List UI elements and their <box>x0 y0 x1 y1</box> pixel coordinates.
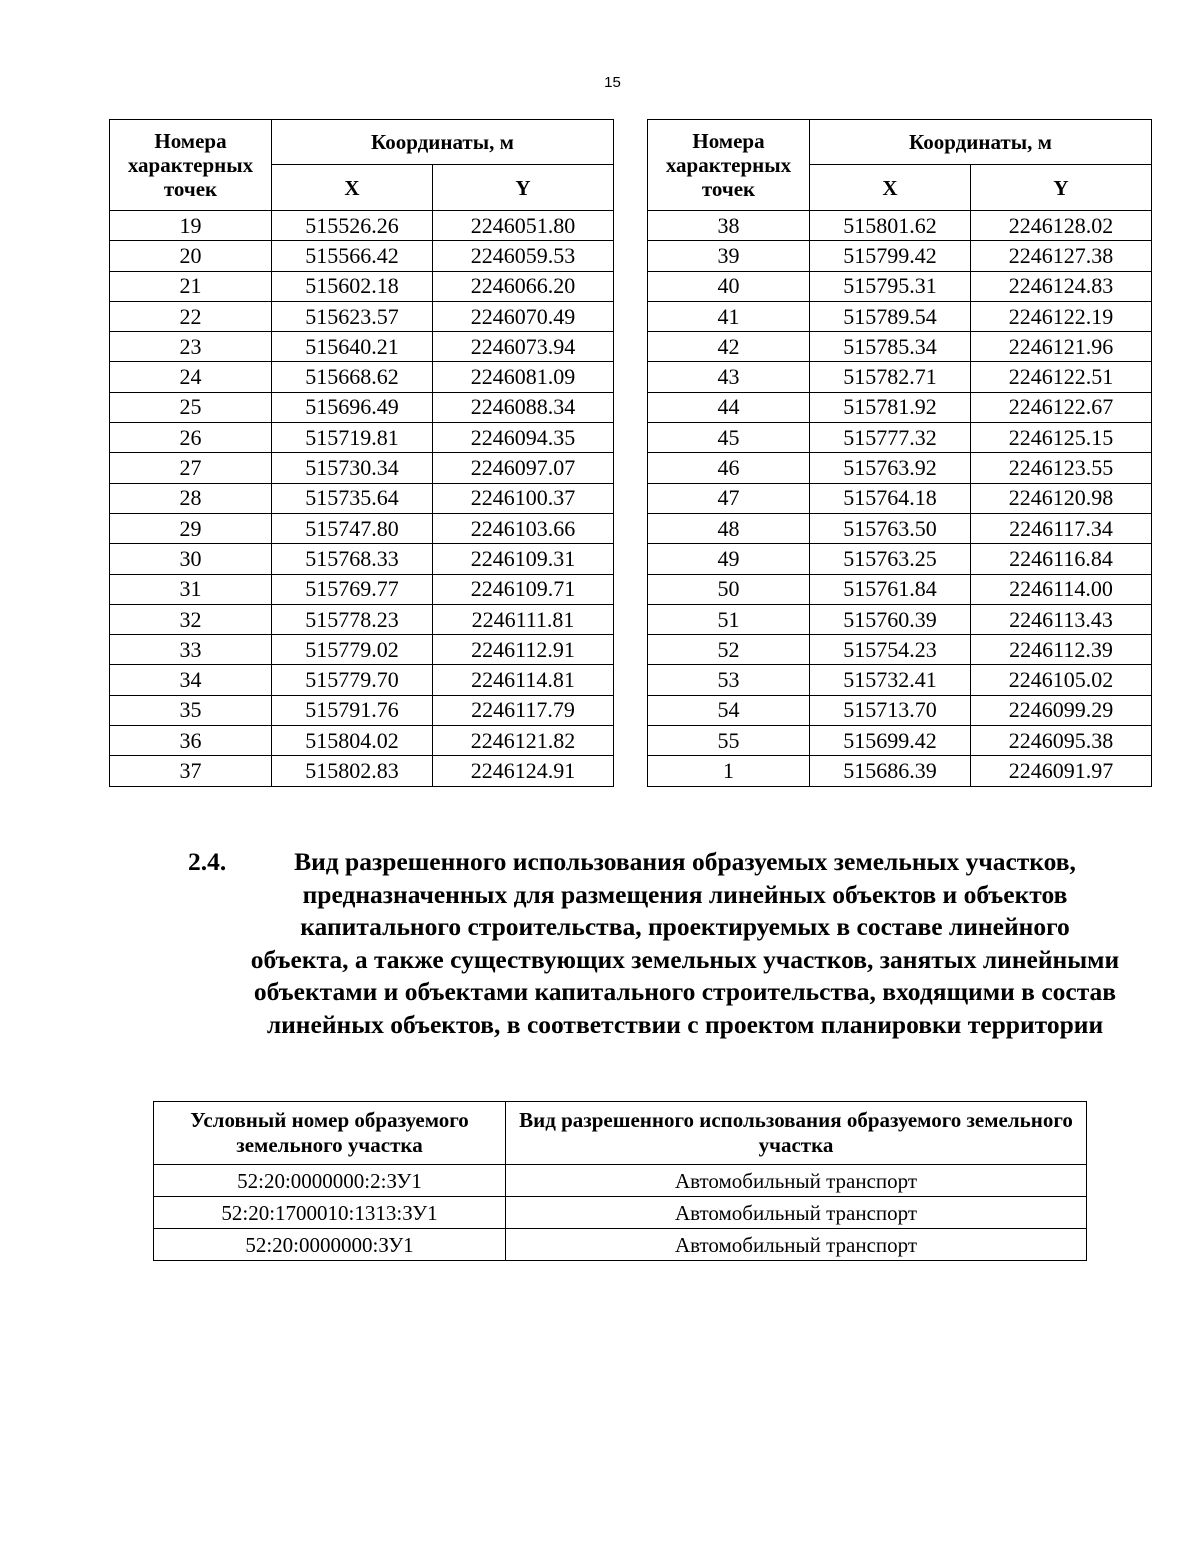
table-cell: 19 <box>110 211 272 241</box>
header-permitted-use: Вид разрешенного использования образуемого земельного участка <box>506 1102 1087 1165</box>
table-cell: 515640.21 <box>272 332 433 362</box>
table-row <box>110 392 614 422</box>
table-cell: 32 <box>110 604 272 634</box>
table-cell: 515789.54 <box>810 301 971 331</box>
table-cell: 2246121.96 <box>971 332 1152 362</box>
table-cell: 46 <box>648 453 810 483</box>
table-cell: 2246114.00 <box>971 574 1152 604</box>
table-cell: 50 <box>648 574 810 604</box>
table-row <box>110 635 614 665</box>
table-cell: 2246117.34 <box>971 513 1152 543</box>
table-cell: Автомобильный транспорт <box>506 1197 1087 1229</box>
table-cell: 51 <box>648 604 810 634</box>
table-cell: 515699.42 <box>810 726 971 756</box>
table-cell: 515623.57 <box>272 301 433 331</box>
permitted-use-body <box>154 1165 1087 1261</box>
table-cell: 515768.33 <box>272 544 433 574</box>
table-cell: Автомобильный транспорт <box>506 1229 1087 1261</box>
table-cell: 2246070.49 <box>433 301 614 331</box>
header-points: Номера характерных точек <box>648 120 810 211</box>
table-cell: 20 <box>110 241 272 271</box>
table-cell: 48 <box>648 513 810 543</box>
header-coordinates: Координаты, м <box>272 120 614 165</box>
table-cell: 28 <box>110 483 272 513</box>
table-cell: 515763.50 <box>810 513 971 543</box>
header-y: Y <box>971 165 1152 211</box>
table-row <box>110 513 614 543</box>
table-cell: 22 <box>110 301 272 331</box>
table-cell: 24 <box>110 362 272 392</box>
table-cell: 2246100.37 <box>433 483 614 513</box>
table-cell: 515769.77 <box>272 574 433 604</box>
table-cell: 2246113.43 <box>971 604 1152 634</box>
table-cell: 515566.42 <box>272 241 433 271</box>
table-cell: 2246124.91 <box>433 756 614 786</box>
table-cell: 515754.23 <box>810 635 971 665</box>
coordinates-table-right <box>647 119 1152 787</box>
table-cell: 2246091.97 <box>971 756 1152 786</box>
table-cell: 2246081.09 <box>433 362 614 392</box>
table-row <box>648 574 1152 604</box>
table-row <box>110 726 614 756</box>
header-x: X <box>272 165 433 211</box>
table-cell: 515782.71 <box>810 362 971 392</box>
table-cell: 515719.81 <box>272 423 433 453</box>
table-cell: 2246123.55 <box>971 453 1152 483</box>
table-row <box>648 453 1152 483</box>
table-cell: 23 <box>110 332 272 362</box>
header-x: X <box>810 165 971 211</box>
table-row <box>648 726 1152 756</box>
table-cell: 515802.83 <box>272 756 433 786</box>
table-cell: 515747.80 <box>272 513 433 543</box>
table-row <box>110 362 614 392</box>
table-cell: 2246111.81 <box>433 604 614 634</box>
table-row <box>110 665 614 695</box>
table-cell: 30 <box>110 544 272 574</box>
table-row <box>648 301 1152 331</box>
table-cell: 515764.18 <box>810 483 971 513</box>
table-cell: 2246114.81 <box>433 665 614 695</box>
table-cell: 515781.92 <box>810 392 971 422</box>
table-cell: 2246103.66 <box>433 513 614 543</box>
coordinates-body-left <box>110 211 614 787</box>
table-row <box>648 695 1152 725</box>
table-cell: 515761.84 <box>810 574 971 604</box>
table-cell: 2246121.82 <box>433 726 614 756</box>
header-coordinates: Координаты, м <box>810 120 1152 165</box>
table-row <box>648 604 1152 634</box>
table-cell: 2246073.94 <box>433 332 614 362</box>
table-cell: 37 <box>110 756 272 786</box>
table-cell: 515804.02 <box>272 726 433 756</box>
table-cell: 515791.76 <box>272 695 433 725</box>
table-cell: 515735.64 <box>272 483 433 513</box>
table-cell: 53 <box>648 665 810 695</box>
coordinates-body-right <box>648 211 1152 787</box>
table-cell: 2246112.91 <box>433 635 614 665</box>
header-y: Y <box>433 165 614 211</box>
table-row <box>648 211 1152 241</box>
table-cell: 55 <box>648 726 810 756</box>
table-row <box>110 301 614 331</box>
table-row <box>648 241 1152 271</box>
table-cell: 2246105.02 <box>971 665 1152 695</box>
table-row <box>154 1229 1087 1261</box>
table-cell: 2246059.53 <box>433 241 614 271</box>
table-cell: 515763.92 <box>810 453 971 483</box>
header-parcel-number: Условный номер образуемого земельного участка <box>154 1102 506 1165</box>
table-cell: 515801.62 <box>810 211 971 241</box>
table-cell: 31 <box>110 574 272 604</box>
table-cell: 2246109.31 <box>433 544 614 574</box>
table-cell: 2246099.29 <box>971 695 1152 725</box>
table-cell: 2246122.51 <box>971 362 1152 392</box>
table-cell: 40 <box>648 271 810 301</box>
table-cell: 2246122.19 <box>971 301 1152 331</box>
table-cell: 35 <box>110 695 272 725</box>
table-cell: 1 <box>648 756 810 786</box>
table-cell: 515785.34 <box>810 332 971 362</box>
table-row <box>110 423 614 453</box>
table-row <box>110 453 614 483</box>
table-cell: 52 <box>648 635 810 665</box>
table-cell: 41 <box>648 301 810 331</box>
table-cell: 38 <box>648 211 810 241</box>
table-cell: 515732.41 <box>810 665 971 695</box>
table-cell: 515526.26 <box>272 211 433 241</box>
table-cell: 2246128.02 <box>971 211 1152 241</box>
table-cell: 49 <box>648 544 810 574</box>
section-title: Вид разрешенного использования образуемых земельных участков, предназначенных для размещения линейных объектов и объектов капитального строительства, проектируемых в составе линейного объекта, а также существующих земельных участков, занятых линейными объектами и объектами капитального строительства, входящими в состав линейных объектов, в соответствии с проектом планировки территории <box>250 847 1120 1039</box>
table-row <box>110 756 614 786</box>
table-row <box>110 604 614 634</box>
table-cell: 2246125.15 <box>971 423 1152 453</box>
table-row <box>648 635 1152 665</box>
table-row <box>110 332 614 362</box>
table-cell: 515668.62 <box>272 362 433 392</box>
page-number: 15 <box>604 74 621 91</box>
table-cell: 2246112.39 <box>971 635 1152 665</box>
table-cell: 515763.25 <box>810 544 971 574</box>
table-cell: 2246097.07 <box>433 453 614 483</box>
header-points: Номера характерных точек <box>110 120 272 211</box>
table-row <box>648 423 1152 453</box>
table-row <box>648 665 1152 695</box>
table-cell: 36 <box>110 726 272 756</box>
table-cell: 25 <box>110 392 272 422</box>
table-row <box>110 544 614 574</box>
table-cell: 45 <box>648 423 810 453</box>
table-row <box>648 392 1152 422</box>
table-cell: 2246117.79 <box>433 695 614 725</box>
table-cell: 42 <box>648 332 810 362</box>
table-cell: 27 <box>110 453 272 483</box>
table-row <box>648 544 1152 574</box>
table-cell: 2246095.38 <box>971 726 1152 756</box>
table-cell: 2246066.20 <box>433 271 614 301</box>
table-cell: 515696.49 <box>272 392 433 422</box>
table-cell: 2246127.38 <box>971 241 1152 271</box>
table-row <box>154 1197 1087 1229</box>
table-cell: 2246051.80 <box>433 211 614 241</box>
table-cell: 2246120.98 <box>971 483 1152 513</box>
table-cell: 515778.23 <box>272 604 433 634</box>
table-cell: 44 <box>648 392 810 422</box>
table-cell: 515779.70 <box>272 665 433 695</box>
table-cell: 2246109.71 <box>433 574 614 604</box>
table-row <box>648 362 1152 392</box>
table-cell: 52:20:0000000:2:ЗУ1 <box>154 1165 506 1197</box>
table-row <box>110 241 614 271</box>
table-cell: 515713.70 <box>810 695 971 725</box>
table-cell: 54 <box>648 695 810 725</box>
table-cell: 2246124.83 <box>971 271 1152 301</box>
table-cell: 515760.39 <box>810 604 971 634</box>
table-cell: Автомобильный транспорт <box>506 1165 1087 1197</box>
table-row <box>110 211 614 241</box>
table-cell: 2246094.35 <box>433 423 614 453</box>
table-cell: 515779.02 <box>272 635 433 665</box>
table-row <box>110 695 614 725</box>
table-cell: 2246116.84 <box>971 544 1152 574</box>
table-row <box>648 271 1152 301</box>
table-row <box>110 271 614 301</box>
section-heading <box>180 846 1120 1041</box>
table-cell: 47 <box>648 483 810 513</box>
table-cell: 515777.32 <box>810 423 971 453</box>
table-row <box>110 574 614 604</box>
table-cell: 515686.39 <box>810 756 971 786</box>
table-row <box>648 332 1152 362</box>
table-cell: 34 <box>110 665 272 695</box>
table-cell: 515602.18 <box>272 271 433 301</box>
table-cell: 2246122.67 <box>971 392 1152 422</box>
table-row <box>648 483 1152 513</box>
table-row <box>110 483 614 513</box>
table-row <box>648 513 1152 543</box>
table-row <box>648 756 1152 786</box>
table-cell: 21 <box>110 271 272 301</box>
table-row <box>154 1165 1087 1197</box>
table-cell: 29 <box>110 513 272 543</box>
table-cell: 515799.42 <box>810 241 971 271</box>
table-cell: 515795.31 <box>810 271 971 301</box>
table-cell: 33 <box>110 635 272 665</box>
permitted-use-table <box>153 1101 1087 1261</box>
table-cell: 26 <box>110 423 272 453</box>
table-cell: 2246088.34 <box>433 392 614 422</box>
table-cell: 52:20:1700010:1313:ЗУ1 <box>154 1197 506 1229</box>
section-number: 2.4. <box>188 847 227 876</box>
table-cell: 52:20:0000000:ЗУ1 <box>154 1229 506 1261</box>
table-cell: 515730.34 <box>272 453 433 483</box>
coordinates-table-left <box>109 119 614 787</box>
table-cell: 43 <box>648 362 810 392</box>
table-cell: 39 <box>648 241 810 271</box>
